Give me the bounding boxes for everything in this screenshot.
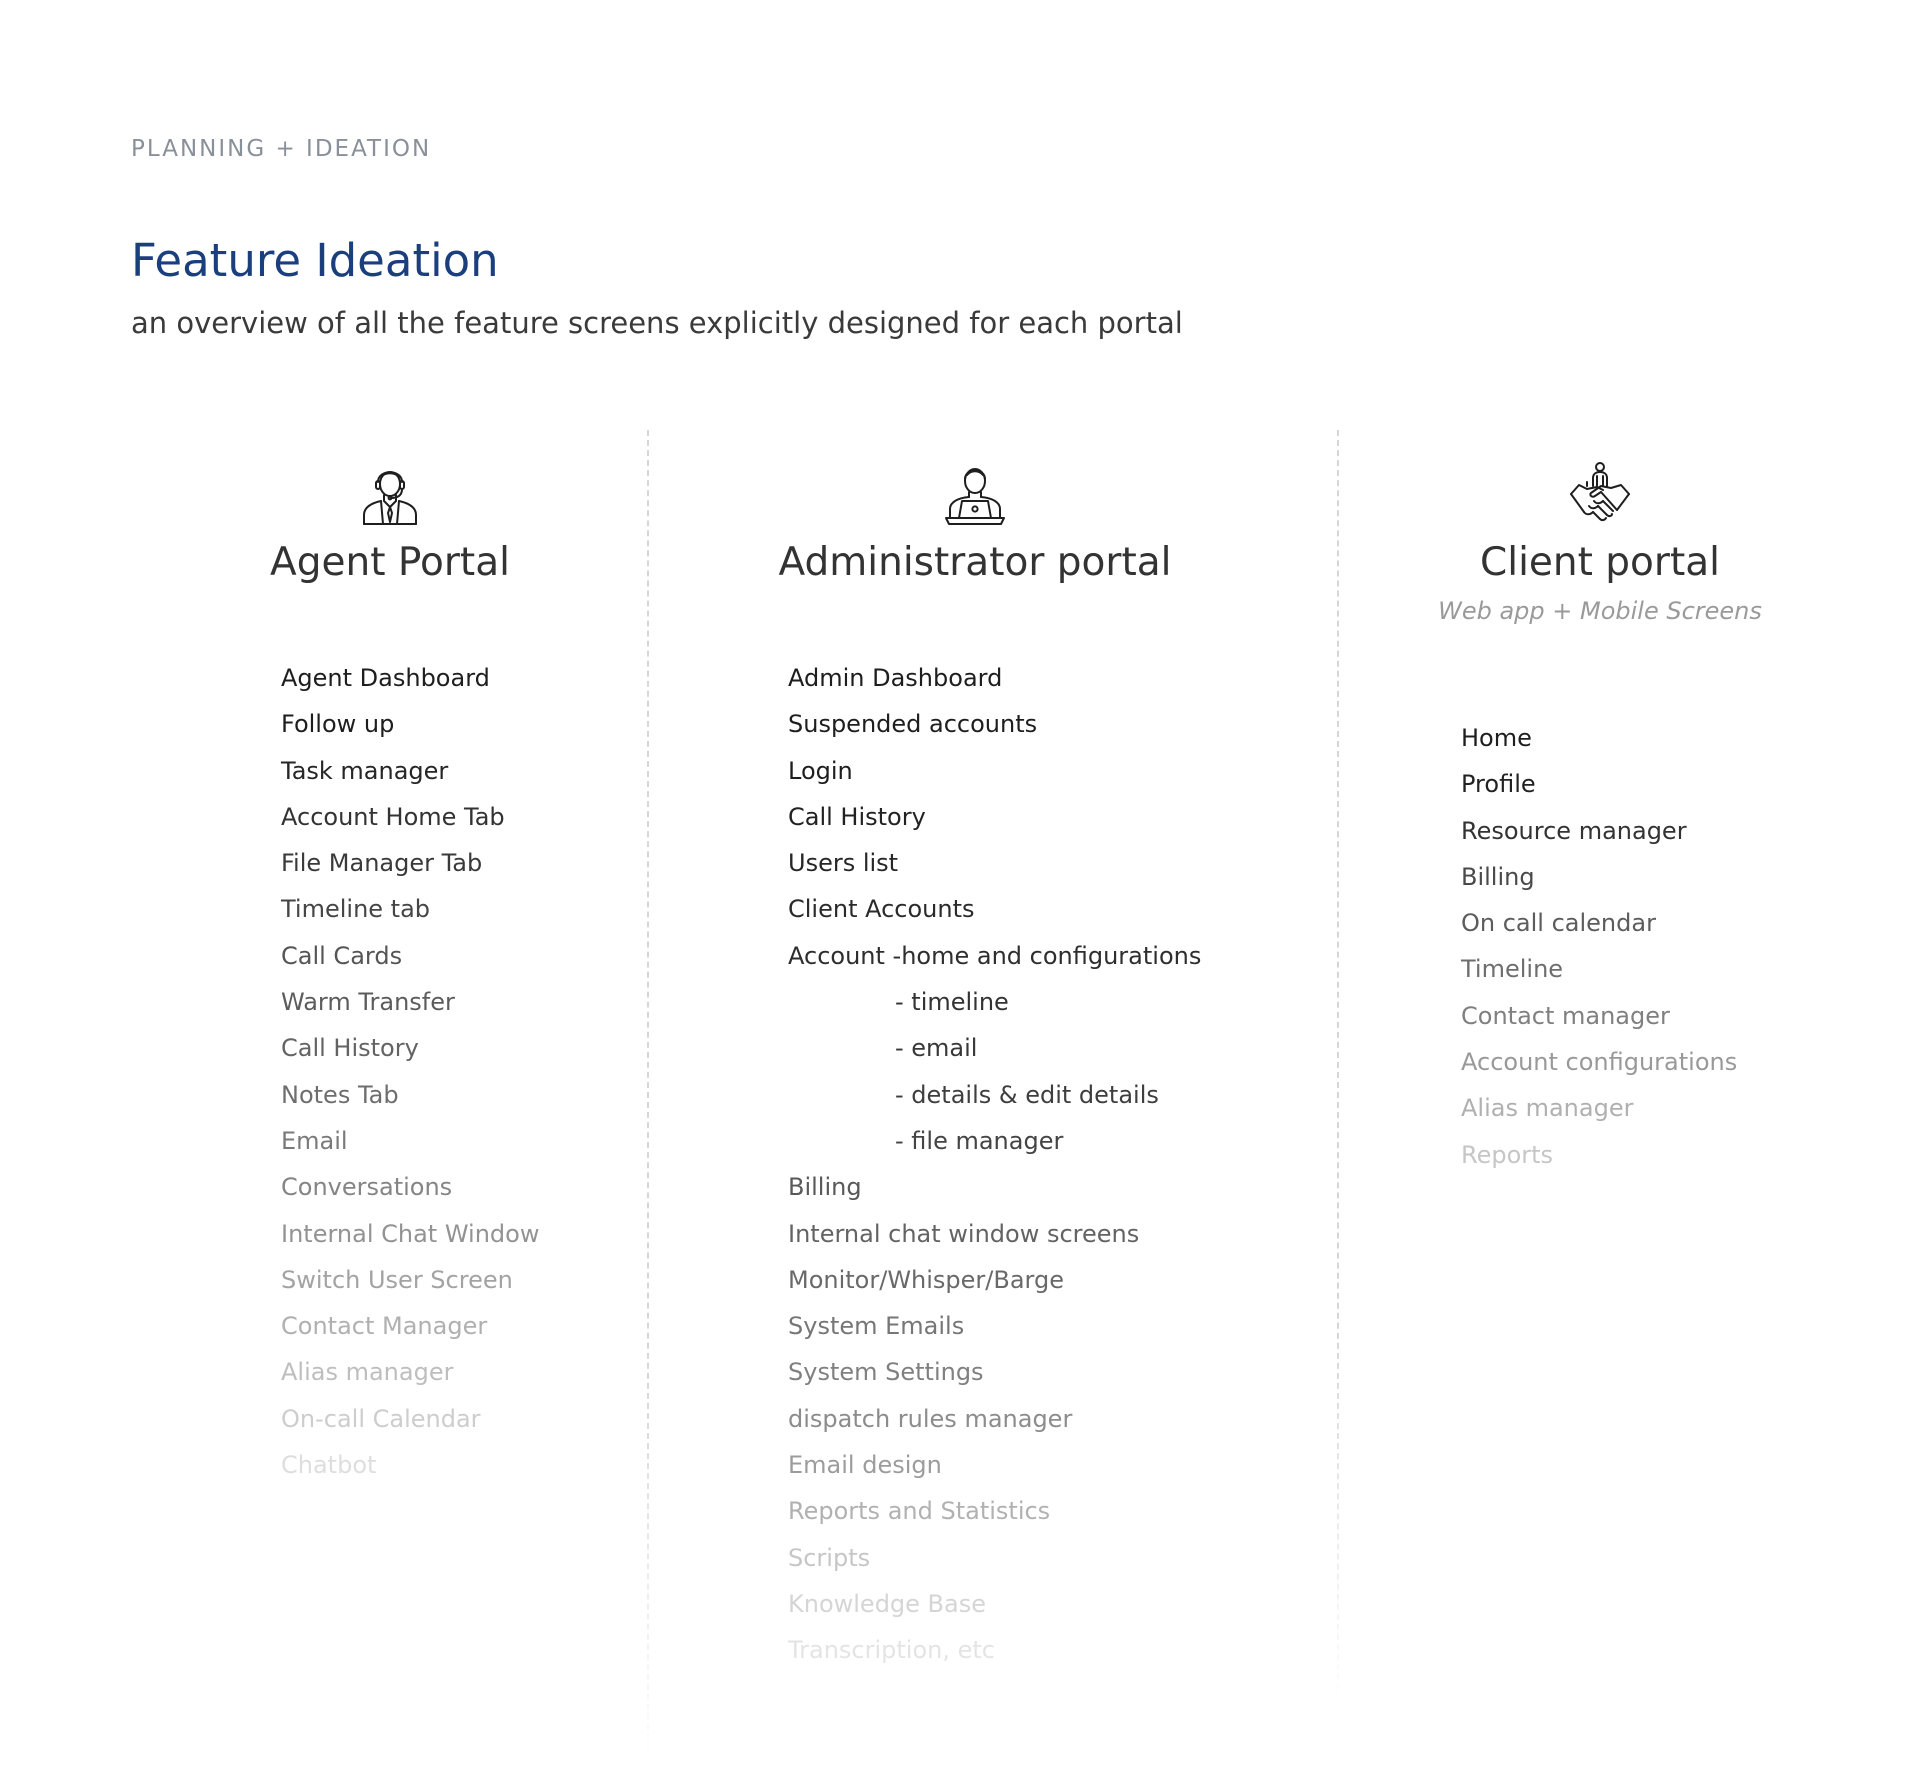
list-item: Profile	[1461, 770, 1536, 799]
list-item: Reports and Statistics	[788, 1497, 1051, 1526]
list-item: System Settings	[788, 1358, 984, 1387]
client-portal-title: Client portal	[1480, 540, 1720, 585]
list-item: Notes Tab	[281, 1080, 399, 1109]
list-item: Chatbot	[281, 1451, 377, 1480]
list-item: Account Home Tab	[281, 802, 505, 831]
list-item: Internal chat window screens	[788, 1219, 1140, 1248]
list-item: dispatch rules manager	[788, 1404, 1073, 1433]
list-item: Admin Dashboard	[788, 664, 1003, 692]
list-item: Task manager	[281, 756, 449, 785]
list-item: Knowledge Base	[788, 1589, 986, 1618]
admin-feature-list	[788, 655, 1201, 1674]
list-item: System Emails	[788, 1312, 965, 1341]
list-subitem: - details & edit details	[895, 1080, 1159, 1109]
list-item: Reports	[1461, 1140, 1554, 1169]
column-divider-right	[1337, 430, 1339, 1710]
list-item: On-call Calendar	[281, 1404, 481, 1433]
agent-feature-list	[281, 655, 539, 1488]
list-subitem: - email	[895, 1034, 978, 1063]
client-feature-list	[1461, 715, 1737, 1178]
list-item: Warm Transfer	[281, 988, 455, 1017]
list-item: Alias manager	[281, 1358, 454, 1387]
list-item: Contact manager	[1461, 1001, 1670, 1030]
client-portal-header	[1430, 460, 1770, 625]
list-item: Timeline tab	[281, 895, 431, 924]
client-handshake-icon	[1567, 460, 1633, 526]
list-item: Agent Dashboard	[281, 664, 490, 692]
agent-portal-title: Agent Portal	[270, 540, 510, 585]
list-item: Resource manager	[1461, 816, 1687, 845]
list-item: Account -home and configurations	[788, 941, 1202, 970]
page-subtitle: an overview of all the feature screens explicitly designed for each portal	[131, 306, 1183, 340]
admin-laptop-icon	[942, 460, 1008, 526]
list-item: Follow up	[281, 710, 395, 739]
list-subitem: - timeline	[895, 988, 1009, 1017]
section-eyebrow: PLANNING + IDEATION	[131, 136, 432, 162]
list-item: Account configurations	[1461, 1048, 1738, 1077]
list-item: Switch User Screen	[281, 1265, 513, 1294]
list-item: Monitor/Whisper/Barge	[788, 1265, 1064, 1294]
list-item: Login	[788, 756, 853, 785]
list-item: Call Cards	[281, 941, 403, 970]
list-item: Billing	[1461, 862, 1535, 891]
list-item: Suspended accounts	[788, 710, 1038, 739]
list-item: Email	[281, 1126, 348, 1155]
client-portal-note: Web app + Mobile Screens	[1438, 597, 1762, 625]
list-item: On call calendar	[1461, 909, 1656, 938]
admin-portal-header	[760, 460, 1190, 585]
list-item: Timeline	[1461, 955, 1564, 984]
agent-portal-header	[240, 460, 540, 585]
list-item: Contact Manager	[281, 1312, 488, 1341]
list-item: Users list	[788, 849, 899, 878]
list-item: Conversations	[281, 1173, 453, 1202]
list-item: Client Accounts	[788, 895, 975, 924]
list-item: Scripts	[788, 1543, 871, 1572]
column-divider-left	[647, 430, 649, 1770]
list-item: File Manager Tab	[281, 849, 483, 878]
admin-portal-title: Administrator portal	[778, 540, 1172, 585]
list-item: Alias manager	[1461, 1094, 1634, 1123]
list-item: Call History	[281, 1034, 419, 1063]
list-item: Home	[1461, 724, 1532, 752]
list-item: Transcription, etc	[788, 1636, 995, 1665]
list-subitem: - file manager	[895, 1126, 1064, 1155]
list-item: Internal Chat Window	[281, 1219, 540, 1248]
list-item: Call History	[788, 802, 926, 831]
list-item: Billing	[788, 1173, 862, 1202]
page-title: Feature Ideation	[131, 234, 499, 287]
list-item: Email design	[788, 1451, 942, 1480]
agent-headset-icon	[357, 460, 423, 526]
